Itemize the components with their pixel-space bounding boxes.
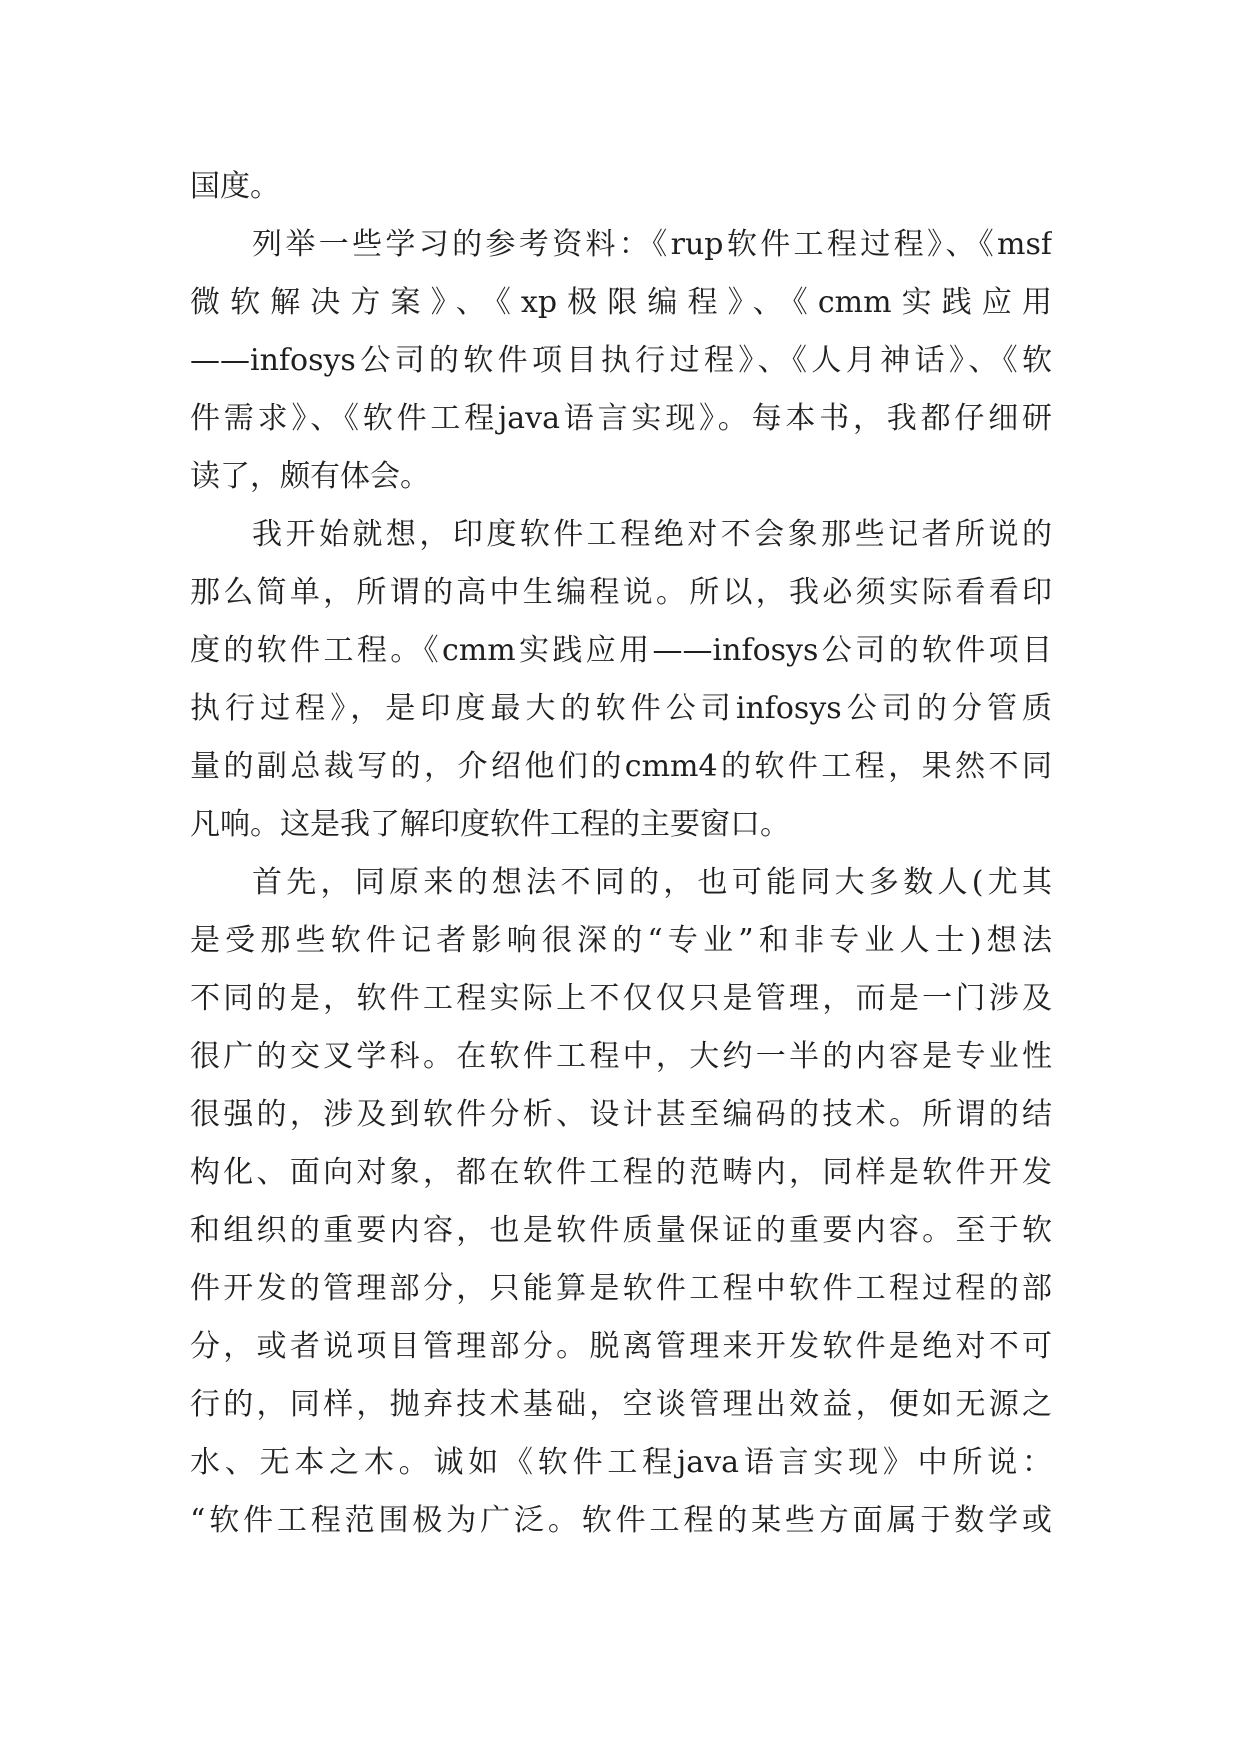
text-line: 很广的交叉学科。在软件工程中，大约一半的内容是专业性 <box>190 1039 1052 1074</box>
text-line: 那么简单，所谓的高中生编程说。所以，我必须实际看看印 <box>190 575 1052 610</box>
text-line: “软件工程范围极为广泛。软件工程的某些方面属于数学或 <box>190 1503 1052 1538</box>
text-line: 量的副总裁写的，介绍他们的cmm4的软件工程，果然不同 <box>190 749 1052 784</box>
text-line: ——infosys公司的软件项目执行过程》、《人月神话》、《软 <box>190 343 1052 378</box>
paragraph-last-line: 读了，颇有体会。 <box>190 459 430 494</box>
text-line: 水、无本之木。诚如《软件工程java语言实现》中所说： <box>190 1445 1052 1480</box>
text-line: 件需求》、《软件工程java语言实现》。每本书，我都仔细研 <box>190 401 1052 436</box>
text-line: 微软解决方案》、《xp极限编程》、《cmm实践应用 <box>190 285 1052 320</box>
text-line: 件开发的管理部分，只能算是软件工程中软件工程过程的部 <box>190 1271 1052 1306</box>
text-line: 构化、面向对象，都在软件工程的范畴内，同样是软件开发 <box>190 1155 1052 1190</box>
text-line: 分，或者说项目管理部分。脱离管理来开发软件是绝对不可 <box>190 1329 1052 1364</box>
text-line: 行的，同样，抛弃技术基础，空谈管理出效益，便如无源之 <box>190 1387 1052 1422</box>
text-line: 是受那些软件记者影响很深的“专业”和非专业人士)想法 <box>190 923 1052 958</box>
text-line: 和组织的重要内容，也是软件质量保证的重要内容。至于软 <box>190 1213 1052 1248</box>
body-text <box>190 158 1052 1550</box>
paragraph-last-line: 凡响。这是我了解印度软件工程的主要窗口。 <box>190 807 790 842</box>
text-line: 很强的，涉及到软件分析、设计甚至编码的技术。所谓的结 <box>190 1097 1052 1132</box>
paragraph-first-line: 列举一些学习的参考资料：《rup软件工程过程》、《msf <box>252 227 1052 262</box>
text-line: 度的软件工程。《cmm实践应用——infosys公司的软件项目 <box>190 633 1052 668</box>
paragraph-first-line: 我开始就想，印度软件工程绝对不会象那些记者所说的 <box>252 517 1052 552</box>
paragraph-first-line: 首先，同原来的想法不同的，也可能同大多数人(尤其 <box>252 865 1052 900</box>
text-line: 国度。 <box>190 169 280 204</box>
text-line: 执行过程》，是印度最大的软件公司infosys公司的分管质 <box>190 691 1052 726</box>
text-line: 不同的是，软件工程实际上不仅仅只是管理，而是一门涉及 <box>190 981 1052 1016</box>
